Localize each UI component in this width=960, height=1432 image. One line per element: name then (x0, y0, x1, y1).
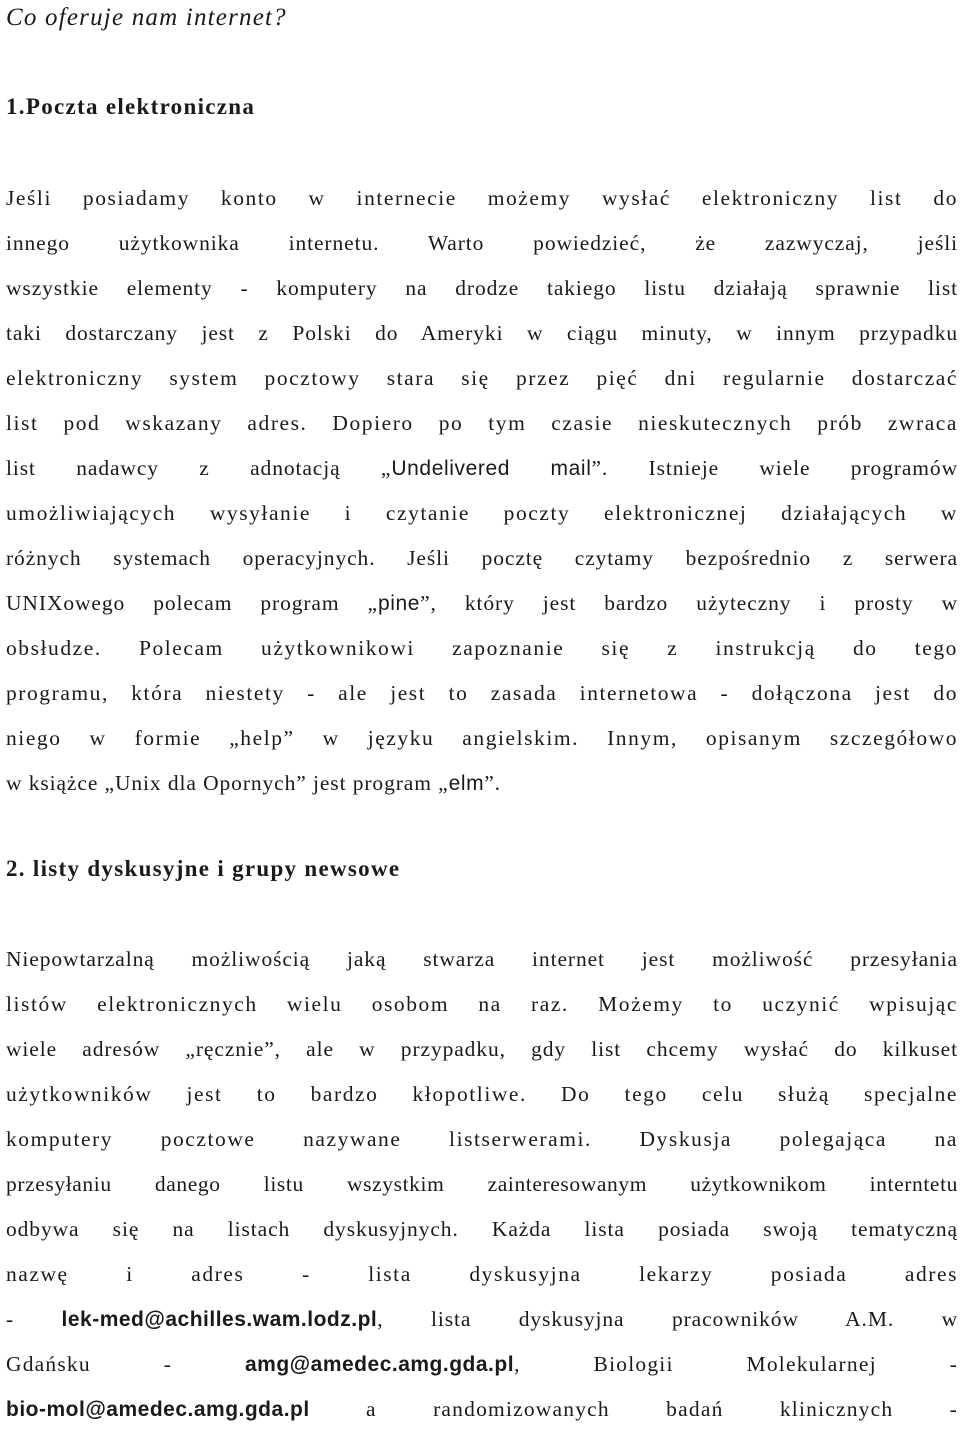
text-line: wszystkie elementy - komputery na drodze takiego listu działają sprawnie list (6, 276, 958, 300)
email-address-amg[interactable]: amg@amedec.amg.gda.pl (245, 1353, 515, 1376)
text-line: list pod wskazany adres. Dopiero po tym czasie nieskutecznych prób zwraca (6, 411, 958, 435)
text-line: niego w formie „help” w języku angielskim. Innym, opisanym szczegółowo (6, 726, 958, 750)
text-line: listów elektronicznych wielu osobom na raz. Możemy to uczynić wpisując (6, 992, 958, 1016)
text-line: - lek-med@achilles.wam.lodz.pl, lista dyskusyjna pracowników A.M. w (6, 1307, 958, 1331)
document-title: Co oferuje nam internet? (6, 4, 287, 31)
text-line: nazwę i adres - lista dyskusyjna lekarzy posiada adres (6, 1262, 958, 1286)
text-line: Gdańsku - amg@amedec.amg.gda.pl, Biologii Molekularnej - (6, 1352, 958, 1376)
section-heading-lists: 2. listy dyskusyjne i grupy newsowe (6, 856, 401, 881)
paragraph-lists (6, 937, 958, 1432)
text-line: odbywa się na listach dyskusyjnych. Każda lista posiada swoją tematyczną (6, 1217, 958, 1241)
email-address-bio-mol[interactable]: bio-mol@amedec.amg.gda.pl (6, 1398, 310, 1421)
text-line: w książce „Unix dla Opornych” jest program „elm”. (6, 771, 501, 795)
text-line: programu, która niestety - ale jest to zasada internetowa - dołączona jest do (6, 681, 958, 705)
text-line: umożliwiających wysyłanie i czytanie poczty elektronicznej działających w (6, 501, 958, 525)
email-address-lek-med[interactable]: lek-med@achilles.wam.lodz.pl (61, 1308, 378, 1331)
mail-status-term: Undelivered mail (391, 457, 592, 480)
program-name-pine: pine (377, 592, 421, 615)
program-name-elm: elm (448, 772, 485, 795)
text-line: Niepowtarzalną możliwością jaką stwarza internet jest możliwość przesyłania (6, 947, 958, 971)
text-line: Jeśli posiadamy konto w internecie możemy wysłać elektroniczny list do (6, 186, 958, 210)
text-line: przesyłaniu danego listu wszystkim zainteresowanym użytkownikom interntetu (6, 1172, 958, 1196)
text-line: różnych systemach operacyjnych. Jeśli pocztę czytamy bezpośrednio z serwera (6, 546, 958, 570)
text-line: UNIXowego polecam program „pine”, który jest bardzo użyteczny i prosty w (6, 591, 959, 615)
text-line: innego użytkownika internetu. Warto powiedzieć, że zazwyczaj, jeśli (6, 231, 958, 255)
text-line: użytkowników jest to bardzo kłopotliwe. Do tego celu służą specjalne (6, 1082, 958, 1106)
text-line: komputery pocztowe nazywane listserwerami. Dyskusja polegająca na (6, 1127, 958, 1151)
paragraph-email (6, 176, 958, 806)
text-line: obsłudze. Polecam użytkownikowi zapoznanie się z instrukcją do tego (6, 636, 958, 660)
text-line: list nadawcy z adnotacją „Undelivered mail”. Istnieje wiele programów (6, 456, 959, 480)
text-line: bio-mol@amedec.amg.gda.pl a randomizowanych badań klinicznych - (6, 1397, 958, 1421)
text-line: elektroniczny system pocztowy stara się przez pięć dni regularnie dostarczać (6, 366, 958, 390)
text-line: wiele adresów „ręcznie”, ale w przypadku, gdy list chcemy wysłać do kilkuset (6, 1037, 958, 1061)
text-line: taki dostarczany jest z Polski do Ameryki w ciągu minuty, w innym przypadku (6, 321, 958, 345)
section-heading-email: 1.Poczta elektroniczna (6, 94, 256, 119)
